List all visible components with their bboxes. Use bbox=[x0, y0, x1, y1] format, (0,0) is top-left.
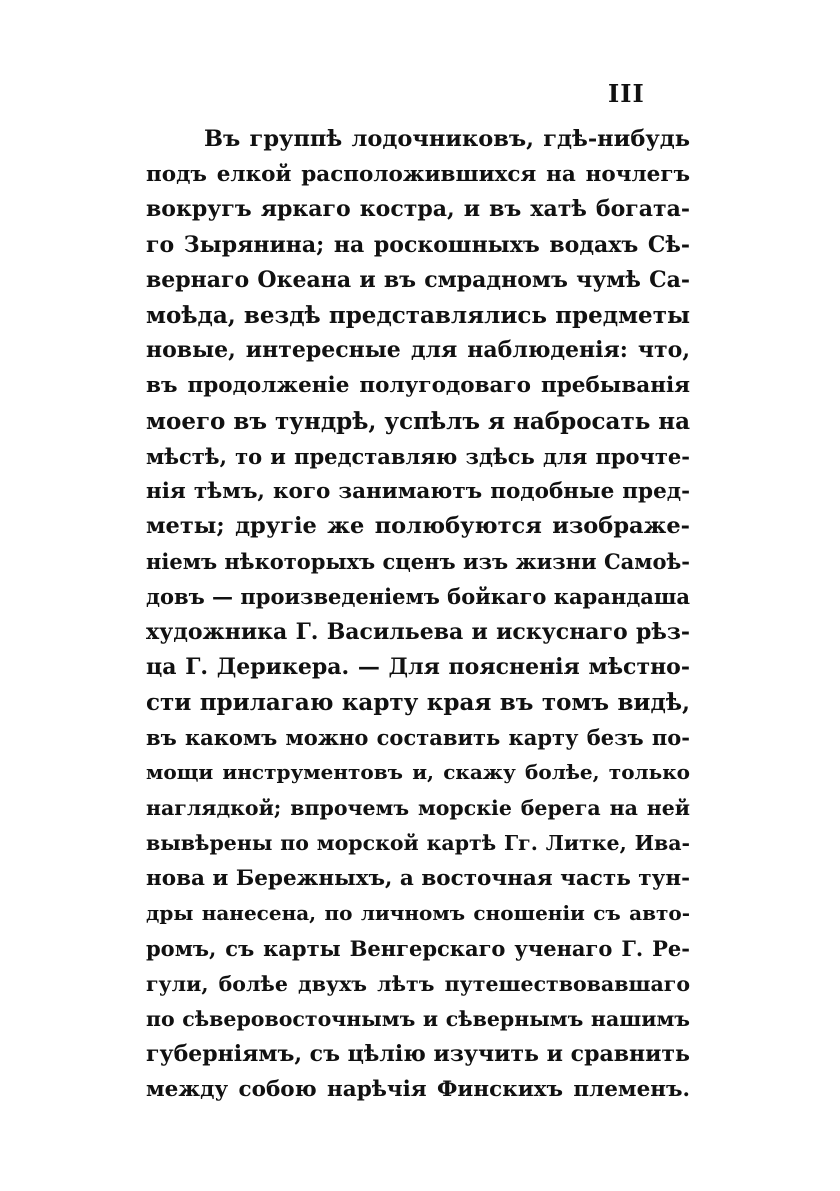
text-line: нова и Бережныхъ, а восточная часть тун- bbox=[146, 865, 691, 891]
text-line: мощи инструментовъ и, скажу болѣе, только bbox=[146, 760, 690, 785]
page-number: III bbox=[608, 79, 645, 108]
text-line: Въ группѣ лодочниковъ, гдѣ-нибудь bbox=[204, 126, 690, 152]
text-line: довъ — произведеніемъ бойкаго карандаша bbox=[146, 584, 690, 610]
text-line: го Зырянина; на роскошныхъ водахъ Сѣ- bbox=[146, 231, 690, 258]
text-line: вернаго Океана и въ смрадномъ чумѣ Са- bbox=[146, 266, 690, 293]
text-line: губерніямъ, съ цѣлію изучить и сравнить bbox=[146, 1040, 690, 1067]
text-line: дры нанесена, по личномъ сношеніи съ авто- bbox=[146, 901, 690, 926]
text-line: мѣстѣ, то и представляю здѣсь для прочте- bbox=[146, 443, 690, 469]
text-line: гули, болѣе двухъ лѣтъ путешествовавшаго bbox=[146, 971, 690, 996]
text-line: моѣда, вездѣ представлялись предметы bbox=[146, 301, 690, 329]
text-line: художника Г. Васильева и искуснаго рѣз- bbox=[146, 618, 690, 645]
body-text bbox=[146, 122, 690, 1107]
text-line: моего въ тундрѣ, успѣлъ я набросать на bbox=[146, 407, 691, 435]
text-line: въ продолженіе полугодоваго пребыванія bbox=[146, 373, 690, 399]
text-line: ца Г. Дерикера. — Для поясненія мѣстно- bbox=[146, 653, 690, 680]
text-line: въ какомъ можно составить карту безъ по- bbox=[146, 725, 690, 751]
text-line: наглядкой; впрочемъ морскіе берега на ней bbox=[146, 795, 690, 820]
text-line: сти прилагаю карту края въ томъ видѣ, bbox=[146, 689, 690, 716]
text-line: ромъ, съ карты Венгерскаго ученаго Г. Ре- bbox=[146, 936, 690, 962]
text-line: ніемъ нѣкоторыхъ сценъ изъ жизни Самоѣ- bbox=[146, 549, 690, 575]
text-line: по сѣверовосточнымъ и сѣвернымъ нашимъ bbox=[146, 1006, 690, 1031]
text-line: новые, интересные для наблюденія: что, bbox=[146, 337, 690, 364]
text-line: вывѣрены по морской картѣ Гг. Литке, Ива- bbox=[146, 830, 690, 855]
text-line: вокругъ яркаго костра, и въ хатѣ богата- bbox=[146, 196, 690, 223]
text-line: между собою нарѣчія Финскихъ племенъ. bbox=[146, 1077, 690, 1103]
text-line: меты; другіе же полюбуются изображе- bbox=[146, 513, 690, 540]
text-line: нія тѣмъ, кого занимаютъ подобные пред- bbox=[146, 478, 690, 504]
text-line: подъ елкой расположившихся на ночлегъ bbox=[146, 162, 690, 188]
